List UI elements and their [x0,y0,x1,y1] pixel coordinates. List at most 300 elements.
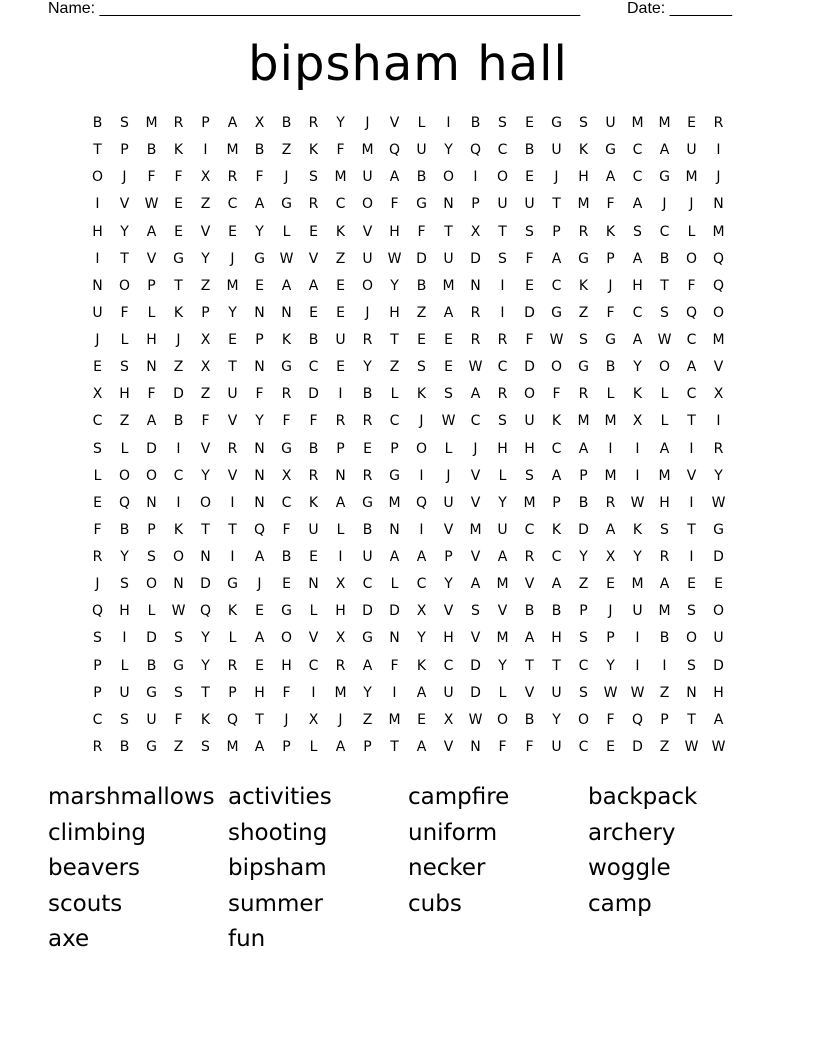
grid-letter: F [606,196,615,213]
grid-letter: V [308,250,319,267]
grid-letter: V [524,684,535,701]
grid-letter: N [686,684,697,701]
grid-letter: B [416,277,427,294]
grid-letter: A [308,277,319,294]
grid-letter: Q [712,277,725,294]
grid-letter: Y [714,467,723,484]
grid-letter: E [255,277,264,294]
grid-letter: I [419,521,424,538]
grid-letter: L [120,332,129,348]
grid-letter: R [335,413,346,430]
grid-letter: R [524,549,535,565]
grid-letter: Y [228,304,237,321]
grid-letter: I [662,657,667,674]
grid-letter: O [685,630,698,647]
grid-letter: S [471,603,480,620]
grid-letter: L [228,630,237,647]
grid-letter: B [416,169,427,186]
word-list-item: cubs [408,890,462,917]
grid-letter: F [174,711,183,728]
grid-letter: H [524,440,535,457]
grid-letter: X [281,467,292,484]
grid-letter: T [390,738,399,755]
grid-letter: I [689,440,694,457]
grid-letter: M [496,630,509,647]
grid-letter: D [200,576,211,593]
grid-letter: C [524,521,535,538]
grid-letter: I [635,657,640,674]
grid-letter: H [119,603,130,620]
grid-letter: H [146,332,157,348]
grid-letter: E [714,576,723,593]
grid-letter: M [145,115,158,131]
grid-letter: M [577,413,590,430]
grid-letter: I [635,630,640,647]
grid-letter: K [173,521,184,538]
grid-letter: B [362,521,373,538]
grid-letter: R [362,413,373,430]
grid-letter: B [119,738,130,755]
grid-letter: D [713,657,724,674]
grid-letter: D [713,549,724,565]
grid-letter: Q [631,711,644,728]
grid-letter: Z [173,359,184,376]
grid-letter: Q [118,494,131,511]
word-list-item: fun [228,926,266,953]
grid-letter: F [255,169,264,186]
grid-letter: C [281,494,292,511]
grid-letter: Z [119,413,130,430]
grid-letter: V [146,250,157,267]
grid-letter: N [335,467,346,484]
grid-letter: C [578,738,589,755]
grid-letter: G [659,169,670,186]
grid-letter: L [417,115,426,131]
grid-letter: Z [173,738,184,755]
grid-letter: P [606,630,615,647]
name-field-label[interactable]: Name: ______________________________________________________ [48,0,581,17]
grid-letter: A [470,576,481,593]
grid-letter: G [389,467,400,484]
grid-letter: J [230,250,235,267]
grid-letter: R [470,332,481,348]
grid-letter: A [146,223,157,240]
grid-letter: G [362,494,373,511]
grid-letter: R [335,657,346,674]
grid-row [84,653,732,680]
grid-letter: V [308,630,319,647]
grid-letter: P [201,304,210,321]
grid-letter: M [496,576,509,593]
grid-letter: A [470,386,481,403]
grid-letter: V [443,603,454,620]
grid-letter: D [362,603,373,620]
grid-letter: J [257,576,262,593]
grid-letter: C [92,413,103,430]
grid-letter: V [200,223,211,240]
grid-letter: J [95,332,100,348]
grid-letter: A [659,142,670,159]
grid-letter: U [362,549,373,565]
grid-letter: G [605,332,616,348]
grid-letter: U [227,386,238,403]
grid-letter: F [525,250,534,267]
grid-letter: B [470,115,481,131]
grid-letter: V [443,521,454,538]
grid-letter: A [254,738,265,755]
grid-letter: S [498,115,507,131]
grid-letter: Y [552,711,561,728]
grid-letter: R [659,549,670,565]
grid-letter: E [309,223,318,240]
grid-letter: R [308,467,319,484]
grid-letter: E [93,494,102,511]
grid-letter: U [686,142,697,159]
grid-letter: F [309,413,318,430]
grid-letter: F [93,521,102,538]
grid-letter: U [92,304,103,321]
grid-letter: C [659,223,670,240]
grid-letter: G [227,576,238,593]
grid-letter: F [255,386,264,403]
word-list-item: marshmallows [48,784,215,810]
grid-letter: M [604,467,617,484]
grid-letter: I [230,549,235,565]
grid-letter: Y [444,142,453,159]
grid-letter: A [227,115,238,131]
grid-letter: V [389,115,400,131]
grid-letter: G [578,359,589,376]
grid-letter: O [145,467,158,484]
grid-letter: O [550,359,563,376]
word-list-item: backpack [588,784,698,810]
grid-letter: K [227,603,238,620]
grid-letter: C [632,142,643,159]
grid-letter: K [605,223,616,240]
grid-letter: O [577,711,590,728]
grid-letter: W [468,711,483,728]
grid-letter: H [713,684,724,701]
grid-letter: J [689,196,694,213]
grid-letter: M [226,738,239,755]
grid-letter: U [551,738,562,755]
grid-letter: C [551,440,562,457]
grid-letter: F [201,413,210,430]
grid-letter: P [660,711,669,728]
grid-letter: C [497,359,508,376]
grid-letter: I [635,440,640,457]
word-list-item: campfire [408,784,510,810]
grid-letter: M [334,684,347,701]
grid-letter: A [605,169,616,186]
grid-letter: F [606,711,615,728]
grid-letter: K [578,142,589,159]
grid-letter: B [524,142,535,159]
grid-row [84,381,732,408]
grid-letter: A [416,549,427,565]
grid-letter: M [658,115,671,131]
grid-letter: E [309,549,318,565]
grid-letter: P [255,332,264,348]
grid-letter: X [200,359,211,376]
grid-letter: J [284,169,289,186]
grid-letter: A [443,304,454,321]
grid-letter: E [417,332,426,348]
grid-letter: O [658,359,671,376]
grid-letter: Y [201,630,210,647]
grid-letter: S [201,738,210,755]
grid-letter: C [686,332,697,348]
grid-letter: T [228,521,237,538]
grid-letter: V [470,467,481,484]
grid-letter: U [416,142,427,159]
grid-letter: S [525,223,534,240]
word-list-item: summer [228,890,323,917]
grid-letter: X [92,386,103,403]
grid-letter: E [687,115,696,131]
grid-letter: P [147,521,156,538]
grid-letter: F [282,521,291,538]
grid-letter: D [632,738,643,755]
word-list-item: necker [408,855,486,882]
grid-letter: Y [201,250,210,267]
grid-letter: E [444,332,453,348]
grid-letter: J [716,169,721,186]
grid-letter: Y [255,413,264,430]
grid-letter: C [308,359,319,376]
grid-letter: F [525,738,534,755]
word-list-item: archery [588,819,676,846]
grid-letter: M [658,603,671,620]
grid-letter: T [93,142,102,159]
grid-letter: F [282,413,291,430]
grid-letter: U [551,142,562,159]
grid-letter: I [716,142,721,159]
grid-letter: F [498,738,507,755]
grid-letter: Y [120,549,129,565]
grid-letter: Z [416,304,427,321]
grid-letter: B [146,142,157,159]
grid-letter: P [201,115,210,131]
grid-row [84,463,732,490]
grid-letter: D [524,359,535,376]
grid-letter: T [525,657,534,674]
word-list-item: uniform [408,819,498,846]
grid-letter: S [120,711,129,728]
grid-letter: R [605,494,616,511]
grid-letter: T [201,684,210,701]
grid-letter: U [551,684,562,701]
grid-letter: X [443,711,454,728]
grid-letter: I [230,494,235,511]
grid-letter: M [469,521,482,538]
grid-letter: B [659,630,670,647]
grid-letter: J [284,711,289,728]
grid-letter: G [578,250,589,267]
grid-letter: P [336,440,345,457]
grid-row [84,354,732,381]
word-list-item: activities [228,784,332,810]
grid-letter: T [255,711,264,728]
grid-letter: Y [201,467,210,484]
grid-letter: Y [633,549,642,565]
grid-letter: T [390,332,399,348]
grid-letter: J [122,169,127,186]
grid-letter: P [390,440,399,457]
grid-letter: H [389,223,400,240]
grid-letter: C [551,277,562,294]
grid-letter: Q [469,142,482,159]
grid-letter: I [446,115,451,131]
grid-letter: X [632,413,643,430]
grid-letter: D [146,440,157,457]
grid-letter: M [685,169,698,186]
grid-letter: I [500,304,505,321]
grid-letter: B [119,521,130,538]
grid-letter: I [311,684,316,701]
grid-letter: I [176,494,181,511]
grid-letter: J [446,467,451,484]
grid-letter: O [523,386,536,403]
grid-letter: U [308,521,319,538]
grid-letter: I [176,440,181,457]
grid-letter: T [201,521,210,538]
grid-letter: X [605,549,616,565]
grid-letter: E [336,359,345,376]
grid-letter: R [362,332,373,348]
grid-row [84,110,732,137]
grid-letter: W [144,196,159,213]
grid-letter: N [443,196,454,213]
grid-letter: I [500,277,505,294]
grid-letter: H [389,304,400,321]
grid-letter: U [443,684,454,701]
grid-letter: E [93,359,102,376]
grid-letter: J [95,576,100,593]
grid-letter: E [174,196,183,213]
grid-letter: Q [91,603,104,620]
grid-letter: W [387,250,402,267]
date-field-label[interactable]: Date: _______ [627,0,732,17]
grid-letter: F [282,684,291,701]
grid-letter: R [92,738,103,755]
grid-letter: G [551,304,562,321]
grid-row [84,571,732,598]
grid-letter: L [309,738,318,755]
grid-letter: R [497,386,508,403]
grid-letter: M [712,332,725,348]
grid-letter: O [118,277,131,294]
grid-letter: O [199,494,212,511]
grid-letter: S [417,359,426,376]
grid-letter: K [173,304,184,321]
grid-letter: A [524,630,535,647]
grid-letter: X [335,576,346,593]
grid-letter: L [498,467,507,484]
grid-letter: G [416,196,427,213]
grid-letter: Q [253,521,266,538]
grid-letter: G [713,521,724,538]
grid-letter: B [308,332,319,348]
grid-letter: A [551,576,562,593]
grid-letter: L [390,576,399,593]
grid-letter: R [308,196,319,213]
grid-letter: Z [200,277,211,294]
grid-letter: O [172,549,185,565]
grid-letter: T [552,657,561,674]
grid-letter: U [632,603,643,620]
grid-letter: L [147,603,156,620]
grid-letter: A [335,738,346,755]
word-list-item: woggle [588,855,671,882]
grid-letter: K [416,657,427,674]
grid-letter: E [336,304,345,321]
word-list [48,780,768,958]
grid-letter: L [660,413,669,430]
grid-letter: D [524,304,535,321]
grid-letter: U [713,630,724,647]
grid-letter: W [684,738,699,755]
grid-letter: B [92,115,103,131]
grid-letter: N [713,196,724,213]
grid-row [84,625,732,652]
grid-letter: O [280,630,293,647]
grid-letter: A [659,440,670,457]
grid-letter: F [606,304,615,321]
grid-letter: E [525,277,534,294]
grid-letter: F [336,142,345,159]
grid-letter: S [147,549,156,565]
grid-letter: E [444,359,453,376]
grid-letter: O [91,169,104,186]
grid-letter: V [362,223,373,240]
grid-letter: W [468,359,483,376]
grid-letter: P [147,277,156,294]
grid-letter: E [228,223,237,240]
letter-grid [84,110,732,761]
grid-letter: Y [606,657,615,674]
grid-letter: J [662,196,667,213]
grid-letter: G [281,359,292,376]
grid-letter: S [120,115,129,131]
grid-letter: B [578,494,589,511]
grid-letter: M [631,115,644,131]
grid-letter: G [281,196,292,213]
grid-letter: E [687,576,696,593]
grid-letter: M [361,142,374,159]
grid-row [84,598,732,625]
grid-letter: W [711,494,726,511]
grid-letter: B [254,142,265,159]
grid-letter: Z [659,684,670,701]
grid-letter: G [254,250,265,267]
grid-letter: A [605,521,616,538]
grid-letter: S [660,304,669,321]
grid-letter: D [389,603,400,620]
grid-letter: J [365,115,370,131]
grid-letter: X [308,711,319,728]
grid-letter: Q [685,304,698,321]
grid-letter: J [419,413,424,430]
grid-letter: I [608,440,613,457]
grid-letter: F [552,386,561,403]
grid-letter: D [578,521,589,538]
grid-letter: D [416,250,427,267]
grid-letter: J [608,277,613,294]
grid-letter: P [363,738,372,755]
grid-letter: H [92,223,103,240]
grid-letter: Y [363,684,372,701]
